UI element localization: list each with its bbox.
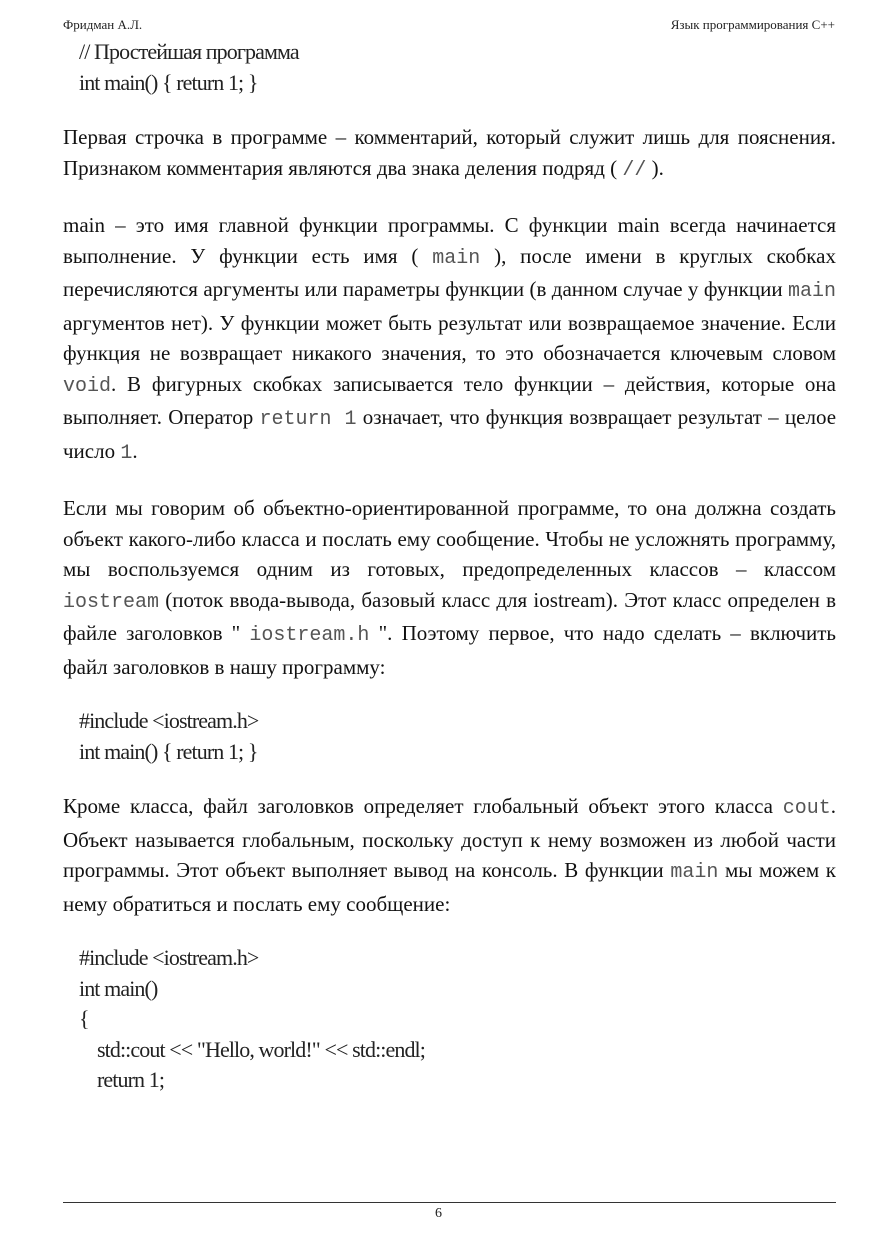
paragraph-comment: Первая строчка в программе – комментарий, который служит лишь для пояснения. Признаком комментария являются два знака деления подряд ( // ). xyxy=(63,125,836,182)
paragraph-cout: Кроме класса, файл заголовков определяет глобальный объект этого класса cout. Объект называется глобальным, поскольку доступ к нему возможен из любой части программы. Этот объект выполняет вывод на консоль. В функции main мы можем к нему обратиться и послать ему сообщение: xyxy=(63,794,836,916)
page-number: 6 xyxy=(435,1206,442,1221)
code-line: { xyxy=(79,1006,89,1031)
inline-code: main xyxy=(670,861,719,884)
code-block-hello-world xyxy=(63,943,836,1096)
paragraph-main-function: main – это имя главной функции программы. С функции main всегда начинается выполнение. У функции есть имя ( main ), после имени в круглых скобках перечисляются аргументы или параметры функции (в данном случае у функции main аргументов нет). У функции может быть результат или возвращаемое значение. Если функция не возвращает никакого значения, то это обозначается ключевым словом void. В фигурных скобках записывается тело функции – действия, которые она выполняет. Оператор return 1 означает, что функция возвращает результат – целое число 1. xyxy=(63,213,837,465)
code-line: #include <iostream.h> xyxy=(79,708,259,733)
code-line: #include <iostream.h> xyxy=(79,945,259,970)
code-block-simplest-program xyxy=(63,37,836,98)
footer-divider xyxy=(63,1202,836,1203)
inline-code: return 1 xyxy=(259,408,357,431)
page-header xyxy=(63,17,835,35)
inline-code: void xyxy=(63,374,112,398)
code-block-include xyxy=(63,706,836,767)
paragraph-object-oriented: Если мы говорим об объектно-ориентированной программе, то она должна создать объект какого-либо класса и послать ему сообщение. Чтобы не усложнять программу, мы воспользуемся одним из готовых, предопределенных классов – классом iostream (поток ввода-вывода, базовый класс для iostream). Этот класс определен в файле заголовков " iostream.h ". Поэтому первое, что надо сделать – включить файл заголовков в нашу программу: xyxy=(63,496,836,679)
code-line: std::cout << "Hello, world!" << std::endl; xyxy=(97,1036,425,1062)
inline-code: main xyxy=(432,246,481,270)
code-line: int main() { return 1; } xyxy=(79,738,258,764)
inline-code: cout xyxy=(782,797,831,820)
inline-code: iostream xyxy=(63,590,160,614)
code-line: int main() xyxy=(79,975,158,1001)
code-line: // Простейшая программа xyxy=(79,39,299,64)
code-line: return 1; xyxy=(97,1067,165,1092)
header-author: Фридман А.Л. xyxy=(63,17,143,32)
inline-code: main xyxy=(787,280,836,303)
inline-code: iostream.h xyxy=(249,624,370,647)
header-book-title: Язык программирования С++ xyxy=(670,17,835,32)
page-content xyxy=(63,37,836,1096)
inline-code: 1 xyxy=(120,441,133,465)
inline-code: // xyxy=(622,158,647,182)
code-line: int main() { return 1; } xyxy=(79,69,258,95)
